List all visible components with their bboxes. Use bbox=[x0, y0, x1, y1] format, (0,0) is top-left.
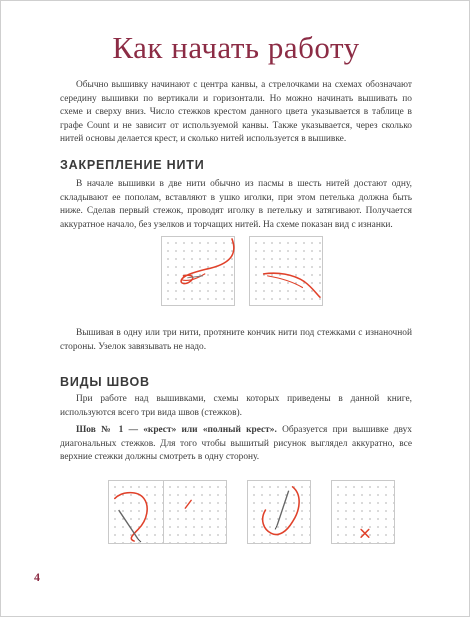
thread-end-figure bbox=[249, 236, 323, 306]
page-number: 4 bbox=[34, 570, 40, 584]
thread-loop-drawing bbox=[162, 237, 234, 305]
stitch-step-4 bbox=[331, 480, 395, 544]
thread-end-drawing bbox=[250, 237, 322, 305]
thread-paragraph-1: В начале вышивки в две нити обычно из пасмы в шесть нитей достают одну, складывают ее пополам, вставляют в ушко иголки, при этом петелька должна быть ниже. Сделав первый стежок, проводят иголку в петельку и затягивают. Получается аккуратное начало, без узелков и торчащих нитей. На схеме показан вид с изнанки. bbox=[60, 179, 412, 230]
stitches-paragraph-1: При работе над вышивками, схемы которых приведены в данной книге, используются всего три вида швов (стежков). bbox=[60, 394, 412, 418]
stitch1-paragraph bbox=[60, 424, 412, 465]
stitch1-text: Образуется при вышивке двух диагональных стежков. Для того чтобы вышитый рисунок выглядел аккуратно, все верхние стежки должны смотреть в одну сторону. bbox=[60, 425, 412, 463]
stitch1-label: Шов № 1 — «крест» или «полный крест». bbox=[76, 425, 277, 435]
stitch-step-2 bbox=[163, 480, 227, 544]
stitch-step-4-drawing bbox=[332, 481, 394, 543]
stitch-step-2-drawing bbox=[164, 481, 226, 543]
intro-paragraph: Обычно вышивку начинают с центра канвы, а стрелочками на схемах обозначают середину вышивки по вертикали и горизонтали. Но можно начинать вышивать по схеме и сверху вниз. Число стежков крестом данного цвета указывается в таблице в графе Count и не зависит от используемой канвы. Также указывается, через сколько нитей основы делается крест, и сколько нитей используется в вышивке. bbox=[60, 80, 412, 145]
thread-paragraph-2: Вышивая в одну или три нити, протяните кончик нити под стежками с изнаночной стороны. Узелок завязывать не надо. bbox=[60, 328, 412, 352]
stitch-step-3-drawing bbox=[248, 481, 310, 543]
thread-loop-figure bbox=[161, 236, 235, 306]
page-title: Как начать работу bbox=[112, 30, 360, 65]
section-heading-stitches: ВИДЫ ШВОВ bbox=[60, 375, 150, 389]
stitch-step-1-drawing bbox=[109, 481, 171, 543]
stitch-step-3 bbox=[247, 480, 311, 544]
section-heading-thread: ЗАКРЕПЛЕНИЕ НИТИ bbox=[60, 158, 205, 172]
